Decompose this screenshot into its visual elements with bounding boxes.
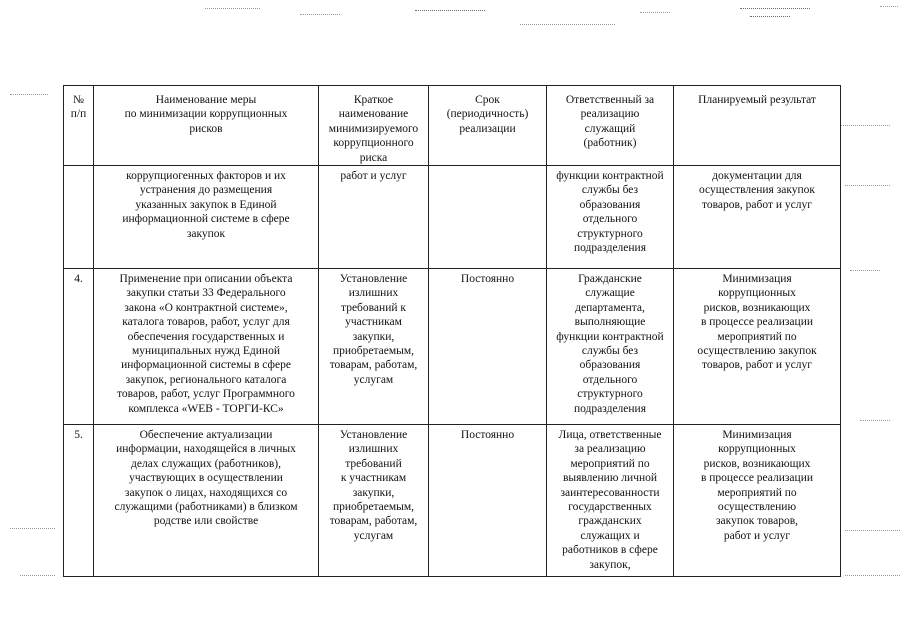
scan-noise <box>840 125 890 126</box>
table-row <box>64 269 841 425</box>
row-term: Постоянно <box>429 269 547 425</box>
scan-noise <box>845 575 900 576</box>
row-number <box>64 166 94 269</box>
scan-noise <box>880 6 898 7</box>
header-term: Срок (периодичность) реализации <box>429 86 547 166</box>
scan-noise <box>415 10 485 11</box>
header-result: Планируемый результат <box>674 86 841 166</box>
row-term <box>429 166 547 269</box>
table-row <box>64 166 841 269</box>
header-measure: Наименование меры по минимизации коррупционных рисков <box>94 86 319 166</box>
scan-noise <box>750 16 790 17</box>
scan-noise <box>10 528 55 529</box>
row-responsible: Лица, ответственные за реализацию мероприятий по выявлению личной заинтересованности государственных гражданских служащих и работников в сфере закупок, <box>547 425 674 577</box>
row-measure: Применение при описании объекта закупки статьи 33 Федерального закона «О контрактной системе», каталога товаров, работ, услуг для обеспечения государственных и муниципальных нужд Единой информационной системы в сфере закупок, регионального каталога товаров, работ, услуг Программного комплекса «WEB - ТОРГИ-КС» <box>94 269 319 425</box>
scan-noise <box>850 270 880 271</box>
scan-noise <box>845 185 890 186</box>
scan-noise <box>520 24 615 25</box>
scan-noise <box>300 14 340 15</box>
header-responsible: Ответственный за реализацию служащий (работник) <box>547 86 674 166</box>
scan-noise <box>10 94 48 95</box>
row-measure: Обеспечение актуализации информации, находящейся в личных делах служащих (работников), участвующих в осуществлении закупок о лицах, находящихся со служащими (работниками) в близком родстве или свойстве <box>94 425 319 577</box>
scan-noise <box>20 575 55 576</box>
row-risk: Установление излишних требований к участникам закупки, приобретаемым, товарам, работам, услугам <box>319 425 429 577</box>
row-measure: коррупциогенных факторов и их устранения до размещения указанных закупок в Единой информационной системе в сфере закупок <box>94 166 319 269</box>
row-result: Минимизация коррупционных рисков, возникающих в процессе реализации мероприятий по осуществлению закупок товаров, работ и услуг <box>674 269 841 425</box>
table-row <box>64 425 841 577</box>
scan-noise <box>205 8 260 9</box>
header-risk: Краткое наименование минимизируемого коррупционного риска <box>319 86 429 166</box>
row-responsible: Гражданские служащие департамента, выполняющие функции контрактной службы без образования отдельного структурного подразделения <box>547 269 674 425</box>
row-risk: Установление излишних требований к участникам закупки, приобретаемым, товарам, работам, услугам <box>319 269 429 425</box>
row-responsible: функции контрактной службы без образования отдельного структурного подразделения <box>547 166 674 269</box>
row-risk: работ и услуг <box>319 166 429 269</box>
row-term: Постоянно <box>429 425 547 577</box>
scan-noise <box>640 12 670 13</box>
table-header-row <box>64 86 841 166</box>
header-number: № п/п <box>64 86 94 166</box>
scan-noise <box>740 8 810 9</box>
anticorruption-measures-table <box>63 85 841 577</box>
row-result: документации для осуществления закупок товаров, работ и услуг <box>674 166 841 269</box>
row-result: Минимизация коррупционных рисков, возникающих в процессе реализации мероприятий по осуществлению закупок товаров, работ и услуг <box>674 425 841 577</box>
scan-noise <box>845 530 900 531</box>
scan-noise <box>860 420 890 421</box>
row-number: 5. <box>64 425 94 577</box>
row-number: 4. <box>64 269 94 425</box>
